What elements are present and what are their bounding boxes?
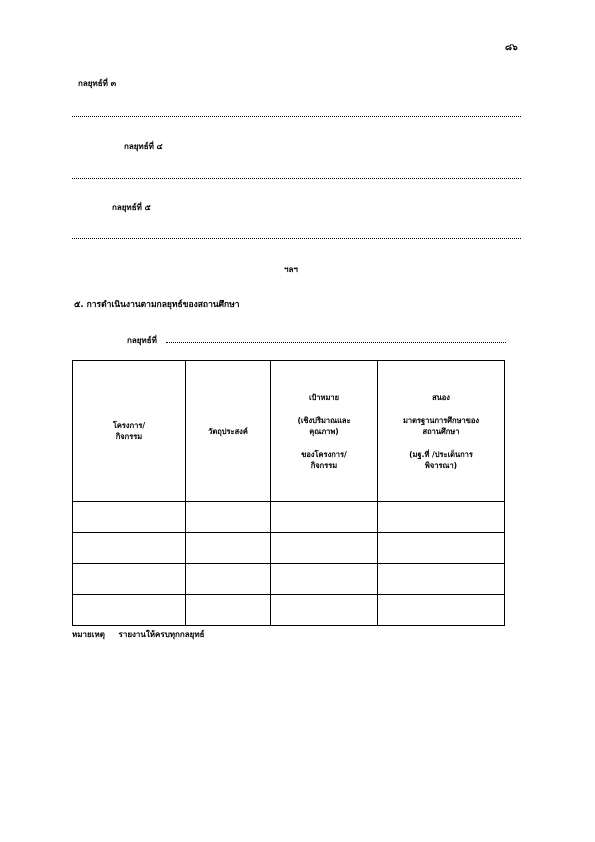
table-cell bbox=[271, 533, 378, 564]
header-line: เป้าหมาย bbox=[308, 392, 340, 402]
table-header-row bbox=[73, 361, 505, 502]
table-row bbox=[73, 595, 505, 626]
strategy-5-label: กลยุทธ์ที่ ๕ bbox=[112, 203, 151, 212]
header-spacer bbox=[378, 437, 504, 449]
header-line: คุณภาพ) bbox=[309, 426, 339, 436]
table-cell bbox=[186, 564, 271, 595]
header-spacer bbox=[378, 403, 504, 415]
strategy-4-dotted-line bbox=[72, 178, 521, 179]
strategy-3-label: กลยุทธ์ที่ ๓ bbox=[78, 79, 117, 88]
table-row bbox=[73, 533, 505, 564]
header-target bbox=[271, 361, 378, 502]
strategy-5-dotted-line bbox=[72, 238, 521, 239]
table-cell bbox=[378, 533, 505, 564]
header-line: กิจกรรม bbox=[115, 432, 143, 441]
table-cell bbox=[378, 595, 505, 626]
header-line: กิจกรรม bbox=[310, 460, 338, 470]
table-cell bbox=[73, 595, 186, 626]
strategy-3-dotted-line bbox=[72, 116, 521, 117]
header-line: (เชิงปริมาณและ bbox=[297, 415, 351, 425]
header-project-activity bbox=[73, 361, 186, 502]
header-line: ของโครงการ/ bbox=[301, 449, 347, 459]
table-row bbox=[73, 502, 505, 533]
header-line: วัตถุประสงค์ bbox=[208, 426, 248, 436]
table-row bbox=[73, 564, 505, 595]
header-spacer bbox=[271, 437, 377, 449]
strategy-prompt-dotted-line bbox=[166, 342, 506, 343]
footnote bbox=[72, 628, 205, 641]
header-line: พิจารณา) bbox=[424, 460, 458, 470]
table-cell bbox=[73, 564, 186, 595]
header-line: โครงการ/ bbox=[112, 421, 146, 430]
table-cell bbox=[73, 502, 186, 533]
strategy-prompt-label: กลยุทธ์ที่ bbox=[127, 336, 157, 345]
table-cell bbox=[186, 595, 271, 626]
page-number: ๘๖ bbox=[505, 43, 518, 53]
table-cell bbox=[186, 502, 271, 533]
header-standard-alignment bbox=[378, 361, 505, 502]
table-cell bbox=[73, 533, 186, 564]
header-objective bbox=[186, 361, 271, 502]
etc-mark: ฯลฯ bbox=[284, 265, 298, 274]
table-cell bbox=[378, 564, 505, 595]
table-cell bbox=[186, 533, 271, 564]
section-heading: ๕. การดำเนินงานตามกลยุทธ์ของสถานศึกษา bbox=[74, 300, 240, 310]
footnote-label: หมายเหตุ bbox=[72, 630, 105, 639]
header-line: มาตรฐานการศึกษาของ bbox=[402, 415, 480, 425]
header-line: (มฐ.ที่ /ประเด็นการ bbox=[409, 449, 473, 459]
table-cell bbox=[378, 502, 505, 533]
strategy-4-label: กลยุทธ์ที่ ๔ bbox=[124, 142, 163, 151]
header-line: สนอง bbox=[432, 392, 450, 402]
strategy-plan-table bbox=[72, 360, 505, 626]
table-cell bbox=[271, 502, 378, 533]
table-cell bbox=[271, 564, 378, 595]
table-cell bbox=[271, 595, 378, 626]
header-spacer bbox=[271, 403, 377, 415]
footnote-text: รายงานให้ครบทุกกลยุทธ์ bbox=[118, 630, 205, 639]
header-line: สถานศึกษา bbox=[422, 426, 460, 436]
